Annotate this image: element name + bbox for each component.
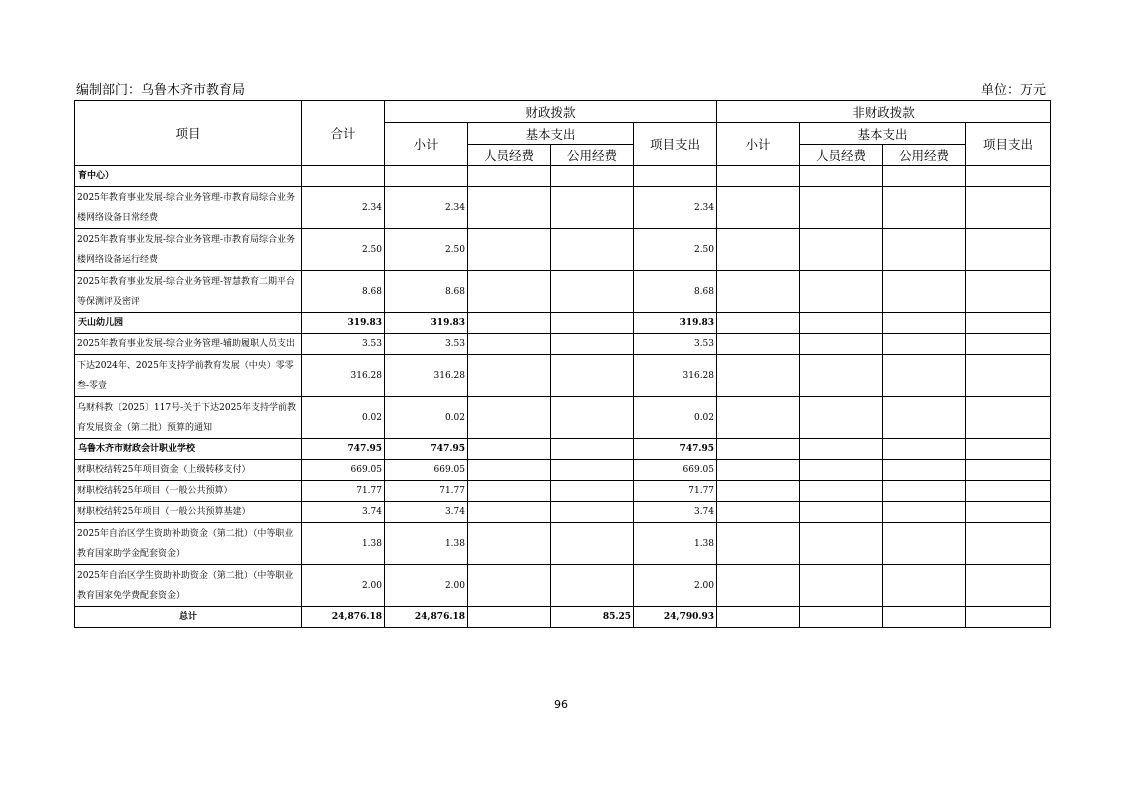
table-row	[75, 229, 1051, 271]
cell-fiscal-subtotal: 2.00	[385, 565, 468, 607]
cell-nonfiscal-project	[966, 397, 1051, 439]
cell-fiscal-public	[551, 481, 634, 502]
cell-fiscal-subtotal: 747.95	[385, 439, 468, 460]
cell-nonfiscal-subtotal	[717, 502, 800, 523]
cell-nonfiscal-subtotal	[717, 523, 800, 565]
table-row	[75, 502, 1051, 523]
cell-nonfiscal-project	[966, 271, 1051, 313]
cell-nonfiscal-public	[883, 607, 966, 628]
col-header-nonfiscal-personnel: 人员经费	[800, 145, 883, 166]
table-row	[75, 355, 1051, 397]
cell-fiscal-personnel	[468, 439, 551, 460]
cell-nonfiscal-subtotal	[717, 460, 800, 481]
cell-nonfiscal-subtotal	[717, 229, 800, 271]
col-header-nonfiscal-public: 公用经费	[883, 145, 966, 166]
table-row	[75, 481, 1051, 502]
col-header-fiscal-basic: 基本支出	[468, 123, 634, 145]
cell-nonfiscal-personnel	[800, 460, 883, 481]
cell-fiscal-public	[551, 187, 634, 229]
cell-fiscal-personnel	[468, 460, 551, 481]
cell-fiscal-project: 316.28	[634, 355, 717, 397]
row-name: 育中心）	[75, 166, 302, 187]
cell-nonfiscal-public	[883, 460, 966, 481]
cell-fiscal-public	[551, 460, 634, 481]
table-row	[75, 460, 1051, 481]
cell-fiscal-project: 2.00	[634, 565, 717, 607]
cell-total: 1.38	[302, 523, 385, 565]
cell-total: 2.50	[302, 229, 385, 271]
cell-nonfiscal-project	[966, 565, 1051, 607]
cell-nonfiscal-personnel	[800, 397, 883, 439]
cell-nonfiscal-project	[966, 334, 1051, 355]
row-name: 天山幼儿园	[75, 313, 302, 334]
cell-fiscal-personnel	[468, 187, 551, 229]
cell-fiscal-subtotal: 669.05	[385, 460, 468, 481]
cell-fiscal-subtotal: 0.02	[385, 397, 468, 439]
cell-nonfiscal-public	[883, 313, 966, 334]
col-header-nonfiscal: 非财政拨款	[717, 101, 1051, 123]
cell-fiscal-project: 8.68	[634, 271, 717, 313]
department-label: 编制部门：乌鲁木齐市教育局	[76, 83, 246, 98]
cell-nonfiscal-personnel	[800, 565, 883, 607]
row-name: 财职校结转25年项目资金（上级转移支付）	[75, 460, 302, 481]
cell-nonfiscal-public	[883, 502, 966, 523]
cell-fiscal-subtotal: 8.68	[385, 271, 468, 313]
cell-nonfiscal-public	[883, 187, 966, 229]
col-header-item: 项目	[75, 101, 302, 166]
cell-fiscal-subtotal: 1.38	[385, 523, 468, 565]
cell-fiscal-personnel	[468, 523, 551, 565]
section-row	[75, 313, 1051, 334]
page-number: 96	[554, 698, 568, 711]
cell-fiscal-project: 0.02	[634, 397, 717, 439]
cell-nonfiscal-public	[883, 229, 966, 271]
total-row	[75, 607, 1051, 628]
unit-label: 单位：万元	[980, 83, 1046, 98]
table-row	[75, 334, 1051, 355]
cell-nonfiscal-project	[966, 481, 1051, 502]
col-header-nonfiscal-subtotal: 小计	[717, 123, 800, 166]
cell-nonfiscal-public	[883, 481, 966, 502]
row-name: 财职校结转25年项目（一般公共预算基建）	[75, 502, 302, 523]
cell-fiscal-project: 2.50	[634, 229, 717, 271]
cell-total: 3.53	[302, 334, 385, 355]
cell-fiscal-personnel	[468, 313, 551, 334]
cell-fiscal-subtotal: 319.83	[385, 313, 468, 334]
cell-fiscal-project: 2.34	[634, 187, 717, 229]
cell-total: 2.34	[302, 187, 385, 229]
cell-fiscal-personnel	[468, 166, 551, 187]
cell-fiscal-personnel	[468, 334, 551, 355]
cell-fiscal-personnel	[468, 229, 551, 271]
section-row	[75, 439, 1051, 460]
cell-total: 71.77	[302, 481, 385, 502]
cell-nonfiscal-project	[966, 439, 1051, 460]
cell-nonfiscal-public	[883, 334, 966, 355]
cell-total: 3.74	[302, 502, 385, 523]
cell-nonfiscal-project	[966, 460, 1051, 481]
col-header-total: 合计	[302, 101, 385, 166]
cell-nonfiscal-subtotal	[717, 313, 800, 334]
cell-nonfiscal-subtotal	[717, 187, 800, 229]
cell-fiscal-subtotal: 2.34	[385, 187, 468, 229]
cell-nonfiscal-public	[883, 565, 966, 607]
cell-nonfiscal-public	[883, 355, 966, 397]
table-body	[75, 166, 1051, 628]
cell-nonfiscal-subtotal	[717, 565, 800, 607]
cell-total: 8.68	[302, 271, 385, 313]
cell-total	[302, 166, 385, 187]
cell-fiscal-public	[551, 565, 634, 607]
cell-nonfiscal-personnel	[800, 502, 883, 523]
cell-fiscal-personnel	[468, 481, 551, 502]
table-row	[75, 397, 1051, 439]
cell-nonfiscal-project	[966, 607, 1051, 628]
col-header-fiscal-project: 项目支出	[634, 123, 717, 166]
cell-fiscal-public	[551, 166, 634, 187]
col-header-fiscal: 财政拨款	[385, 101, 717, 123]
cell-nonfiscal-subtotal	[717, 481, 800, 502]
cell-fiscal-public	[551, 502, 634, 523]
cell-fiscal-personnel	[468, 355, 551, 397]
cell-nonfiscal-public	[883, 166, 966, 187]
cell-total: 24,876.18	[302, 607, 385, 628]
cell-fiscal-public	[551, 313, 634, 334]
cell-nonfiscal-public	[883, 397, 966, 439]
cell-nonfiscal-personnel	[800, 187, 883, 229]
table-row	[75, 565, 1051, 607]
cell-nonfiscal-project	[966, 229, 1051, 271]
cell-total: 669.05	[302, 460, 385, 481]
row-name: 2025年教育事业发展-综合业务管理-市教育局综合业务楼网络设备日常经费	[75, 187, 302, 229]
cell-total: 747.95	[302, 439, 385, 460]
cell-fiscal-project: 669.05	[634, 460, 717, 481]
cell-fiscal-subtotal: 2.50	[385, 229, 468, 271]
cell-nonfiscal-personnel	[800, 334, 883, 355]
row-name: 2025年自治区学生资助补助资金（第二批）（中等职业教育国家助学金配套资金）	[75, 523, 302, 565]
cell-nonfiscal-subtotal	[717, 607, 800, 628]
cell-nonfiscal-personnel	[800, 355, 883, 397]
cell-nonfiscal-subtotal	[717, 166, 800, 187]
cell-fiscal-public	[551, 355, 634, 397]
cell-nonfiscal-project	[966, 187, 1051, 229]
cell-nonfiscal-personnel	[800, 607, 883, 628]
row-name: 乌鲁木齐市财政会计职业学校	[75, 439, 302, 460]
cell-fiscal-subtotal: 316.28	[385, 355, 468, 397]
cell-fiscal-public	[551, 229, 634, 271]
cell-nonfiscal-public	[883, 439, 966, 460]
col-header-fiscal-public: 公用经费	[551, 145, 634, 166]
cell-nonfiscal-personnel	[800, 166, 883, 187]
cell-fiscal-project: 319.83	[634, 313, 717, 334]
cell-fiscal-project: 3.53	[634, 334, 717, 355]
row-name: 总计	[75, 607, 302, 628]
cell-total: 319.83	[302, 313, 385, 334]
cell-nonfiscal-personnel	[800, 313, 883, 334]
cell-nonfiscal-subtotal	[717, 397, 800, 439]
cell-fiscal-public	[551, 439, 634, 460]
cell-nonfiscal-personnel	[800, 229, 883, 271]
cell-fiscal-project	[634, 166, 717, 187]
cell-nonfiscal-public	[883, 271, 966, 313]
row-name: 2025年教育事业发展-综合业务管理-辅助履职人员支出	[75, 334, 302, 355]
table-row	[75, 187, 1051, 229]
budget-table	[74, 100, 1051, 628]
col-header-fiscal-subtotal: 小计	[385, 123, 468, 166]
cell-nonfiscal-project	[966, 523, 1051, 565]
cell-nonfiscal-project	[966, 313, 1051, 334]
cell-nonfiscal-project	[966, 355, 1051, 397]
table-row	[75, 271, 1051, 313]
cell-fiscal-project: 71.77	[634, 481, 717, 502]
cell-fiscal-personnel	[468, 607, 551, 628]
row-name: 2025年教育事业发展-综合业务管理-市教育局综合业务楼网络设备运行经费	[75, 229, 302, 271]
row-name: 2025年自治区学生资助补助资金（第二批）（中等职业教育国家免学费配套资金）	[75, 565, 302, 607]
cell-fiscal-public	[551, 523, 634, 565]
cell-nonfiscal-personnel	[800, 481, 883, 502]
col-header-nonfiscal-project: 项目支出	[966, 123, 1051, 166]
cell-fiscal-personnel	[468, 502, 551, 523]
cell-fiscal-project: 1.38	[634, 523, 717, 565]
cell-fiscal-subtotal: 24,876.18	[385, 607, 468, 628]
cell-fiscal-personnel	[468, 565, 551, 607]
cell-fiscal-personnel	[468, 397, 551, 439]
cell-fiscal-subtotal	[385, 166, 468, 187]
cell-fiscal-subtotal: 3.74	[385, 502, 468, 523]
cell-nonfiscal-public	[883, 523, 966, 565]
cell-fiscal-subtotal: 71.77	[385, 481, 468, 502]
cell-nonfiscal-project	[966, 166, 1051, 187]
row-name: 2025年教育事业发展-综合业务管理-智慧教育二期平台等保测评及密评	[75, 271, 302, 313]
row-name: 下达2024年、2025年支持学前教育发展（中央）零零叁-零壹	[75, 355, 302, 397]
cell-nonfiscal-personnel	[800, 523, 883, 565]
section-row	[75, 166, 1051, 187]
cell-nonfiscal-subtotal	[717, 355, 800, 397]
cell-fiscal-public: 85.25	[551, 607, 634, 628]
cell-total: 316.28	[302, 355, 385, 397]
row-name: 乌财科教〔2025〕117号-关于下达2025年支持学前教育发展资金（第二批）预算的通知	[75, 397, 302, 439]
cell-fiscal-personnel	[468, 271, 551, 313]
cell-fiscal-public	[551, 271, 634, 313]
cell-fiscal-project: 747.95	[634, 439, 717, 460]
cell-fiscal-public	[551, 334, 634, 355]
cell-nonfiscal-subtotal	[717, 334, 800, 355]
cell-total: 0.02	[302, 397, 385, 439]
cell-fiscal-subtotal: 3.53	[385, 334, 468, 355]
cell-nonfiscal-subtotal	[717, 271, 800, 313]
cell-fiscal-public	[551, 397, 634, 439]
cell-nonfiscal-subtotal	[717, 439, 800, 460]
col-header-nonfiscal-basic: 基本支出	[800, 123, 966, 145]
cell-nonfiscal-project	[966, 502, 1051, 523]
cell-total: 2.00	[302, 565, 385, 607]
cell-fiscal-project: 3.74	[634, 502, 717, 523]
col-header-fiscal-personnel: 人员经费	[468, 145, 551, 166]
cell-nonfiscal-personnel	[800, 271, 883, 313]
cell-fiscal-project: 24,790.93	[634, 607, 717, 628]
cell-nonfiscal-personnel	[800, 439, 883, 460]
table-row	[75, 523, 1051, 565]
row-name: 财职校结转25年项目（一般公共预算）	[75, 481, 302, 502]
